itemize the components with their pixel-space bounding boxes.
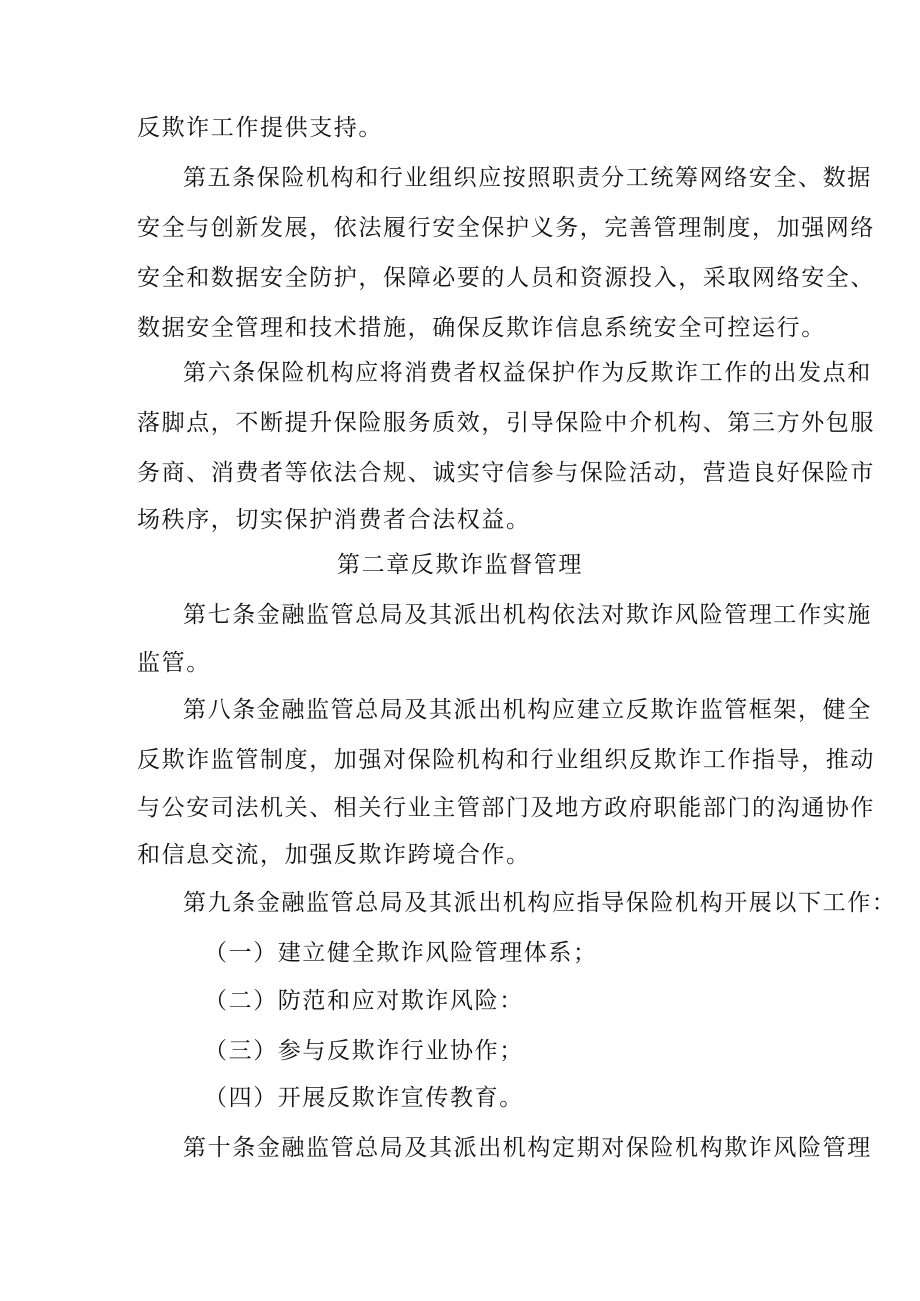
list-item: （二）防范和应对欺诈风险： [204,988,524,1014]
paragraph-line: 场秩序，切实保护消费者合法权益。 [137,507,531,533]
article-7-line: 第七条金融监管总局及其派出机构依法对欺诈风险管理工作实施 [183,602,872,628]
list-item: （一）建立健全欺诈风险管理体系； [204,940,598,966]
paragraph-line: 落脚点，不断提升保险服务质效，引导保险中介机构、第三方外包服 [137,410,875,436]
paragraph-line: 反欺诈工作提供支持。 [137,115,383,141]
paragraph-line: 务商、消费者等依法合规、诚实守信参与保险活动，营造良好保险市 [137,460,875,486]
article-9-line: 第九条金融监管总局及其派出机构应指导保险机构开展以下工作： [183,890,897,916]
paragraph-line: 反欺诈监管制度，加强对保险机构和行业组织反欺诈工作指导，推动 [137,747,875,773]
article-10-line: 第十条金融监管总局及其派出机构定期对保险机构欺诈风险管理 [183,1135,872,1161]
paragraph-line: 与公安司法机关、相关行业主管部门及地方政府职能部门的沟通协作 [137,795,875,821]
paragraph-line: 数据安全管理和技术措施，确保反欺诈信息系统安全可控运行。 [137,315,826,341]
paragraph-line: 和信息交流，加强反欺诈跨境合作。 [137,842,531,868]
article-8-line: 第八条金融监管总局及其派出机构应建立反欺诈监管框架，健全 [183,697,872,723]
list-item: （三）参与反欺诈行业协作； [204,1038,524,1064]
chapter-heading: 第二章反欺诈监督管理 [337,552,583,578]
article-6-line: 第六条保险机构应将消费者权益保护作为反欺诈工作的出发点和 [183,360,872,386]
paragraph-line: 监管。 [137,650,211,676]
paragraph-line: 安全与创新发展，依法履行安全保护义务，完善管理制度，加强网络 [137,215,875,241]
list-item: （四）开展反欺诈宣传教育。 [204,1085,524,1111]
article-5-line: 第五条保险机构和行业组织应按照职责分工统筹网络安全、数据 [183,165,872,191]
paragraph-line: 安全和数据安全防护，保障必要的人员和资源投入，采取网络安全、 [137,265,875,291]
